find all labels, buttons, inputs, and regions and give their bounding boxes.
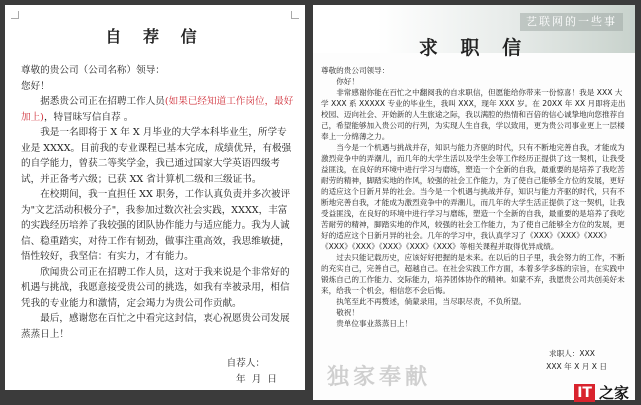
paragraph: 欣闻贵公司正在招聘工作人员，这对于我来说是个非常好的机遇与挑战，我愿意接受贵公司的挑选，如我有幸被录用，相信凭我的专业能力和激情，定会竭力为贵公司作贡献。 bbox=[21, 266, 290, 309]
highlighted-note: (如果已经知道工作岗位，最好加上) bbox=[21, 96, 294, 123]
date: XXX 年 X 月 X 日 bbox=[546, 362, 607, 371]
banner-tag: 艺联网的一些事 bbox=[520, 13, 623, 31]
date: 年 月 日 bbox=[236, 374, 277, 385]
text: 据悉贵公司正在招聘工作人员 bbox=[40, 96, 165, 107]
closing: 贵单位事业蒸蒸日上！ bbox=[336, 319, 413, 328]
paragraph: 非常感谢你能在百忙之中翻阅我的自求职信，但愿能给你带来一份惊喜！我是 XXX 大学 XXX 系 XXXXX 专业的毕业生，我叫 XXX，现年 XXX 岁。在 20XX 年 XX 月即将走出校园、迈向社会、开始新的人生旅途之际，我以满腔的热情和百倍的信心诚挚地向您推荐自己，希望能够加入贵公司的行列，为实现人生自我，学以致用，更为贵公司事业更上一层楼奉上一分绵薄之力。 bbox=[321, 88, 626, 141]
paragraph: 过去只能记载历史，应该好好把握的是未来。在以后的日子里，我会努力的工作，不断的充实自己，完善自己，超越自己。在社会实践工作方面，本着多学多练的宗旨，在实践中锻炼自己的工作能力、交际能力，培养团体协作的精神。如蒙不弃，我愿贵公司共创美好未来，给我一个机会，相信您不会后悔。 bbox=[321, 253, 625, 295]
margin-mark bbox=[11, 11, 19, 19]
signer: 求职人：XXX bbox=[549, 349, 595, 358]
paragraph: 最后，感谢您在百忙之中看完这封信，衷心祝愿贵公司发展蒸蒸日上！ bbox=[21, 313, 290, 340]
text: ，特冒昧写信自荐 。 bbox=[43, 111, 134, 123]
greeting: 您好！ bbox=[21, 80, 50, 92]
paragraph bbox=[21, 94, 295, 125]
paragraph: 在校期间，我一直担任 XX 职务，工作认真负责并多次被评为"文艺活动积极分子"，我参加过数次社会实践，XXXX，丰富的实践经历培养了我较强的团队协作能力与适应能力。我为人诚信、稳重踏实，对待工作有韧劲，做事注重高效，我思维敏捷，悟性较好，我坚信：有实力，才有能力。 bbox=[21, 189, 291, 262]
document-title: 求 职 信 bbox=[418, 37, 530, 59]
document-title: 自 荐 信 bbox=[105, 27, 205, 46]
left-document-page bbox=[5, 5, 305, 390]
paragraph: 当今是一个机遇与挑战并存，知识与能力齐驱的时代，只有不断地完善自我，才能成为激烈竞争中的弄潮儿，而几年的大学生活以及学生会等工作经历正提供了这一契机，让我受益匪浅，在良好的环境中进行学习与磨练，塑造一个全新的自我，最重要的是培养了我吃苦耐劳的精神，脚踏实地的作风，较强的社会工作能力，为了使自己能够全方位的发展，更好的适应这个日新月异的社会。当今是一个机遇与挑战并存，知识与能力齐驱的时代，只有不断地完善自我，才能成为激烈竞争中的弄潮儿，而几年的大学生活正提供了这一契机，让我受益匪浅，在良好的环境中进行学习与磨练，塑造一个全新的自我，最重要的是培养了我吃苦耐劳的精神，脚踏实地的作风，较强的社会工作能力，为了使自己能够全方位的发展，更好的适应这个日新月异的社会。几年的学习中，我认真学习了《XXX》《XXX》《XXX》《XXX》《XXX》《XXX》《XXX》《XXX》等相关课程并取得优异成绩。 bbox=[321, 143, 625, 251]
it-home-logo bbox=[574, 384, 629, 402]
document-body bbox=[21, 63, 295, 342]
paragraph: 执笔至此不再赘述，倘蒙录用，当尽职尽责，不负所望。 bbox=[336, 297, 527, 306]
salutation: 尊敬的贵公司领导： bbox=[321, 66, 390, 75]
logo-name: 之家 bbox=[598, 384, 629, 402]
margin-mark bbox=[291, 11, 299, 19]
closing: 敬祝！ bbox=[336, 308, 359, 317]
logo-badge: IT bbox=[574, 384, 595, 402]
right-document-page bbox=[313, 5, 635, 400]
salutation: 尊敬的贵公司（公司名称）领导： bbox=[21, 65, 165, 76]
signer: 自荐人： bbox=[226, 358, 265, 369]
paragraph: 我是一名即将于 X 年 X 月毕业的大学本科毕业生，所学专业是 XXXX。目前我的专业课程已基本完成，成绩优异，有极强的自学能力，曾获二等奖学金，我已通过国家大学英语四级考试，并正备考六级；已获 XX 省计算机二级和三级证书。 bbox=[21, 127, 292, 185]
document-body bbox=[321, 65, 629, 329]
greeting: 你好！ bbox=[336, 77, 359, 86]
watermark: 独家奉献 bbox=[327, 365, 432, 390]
